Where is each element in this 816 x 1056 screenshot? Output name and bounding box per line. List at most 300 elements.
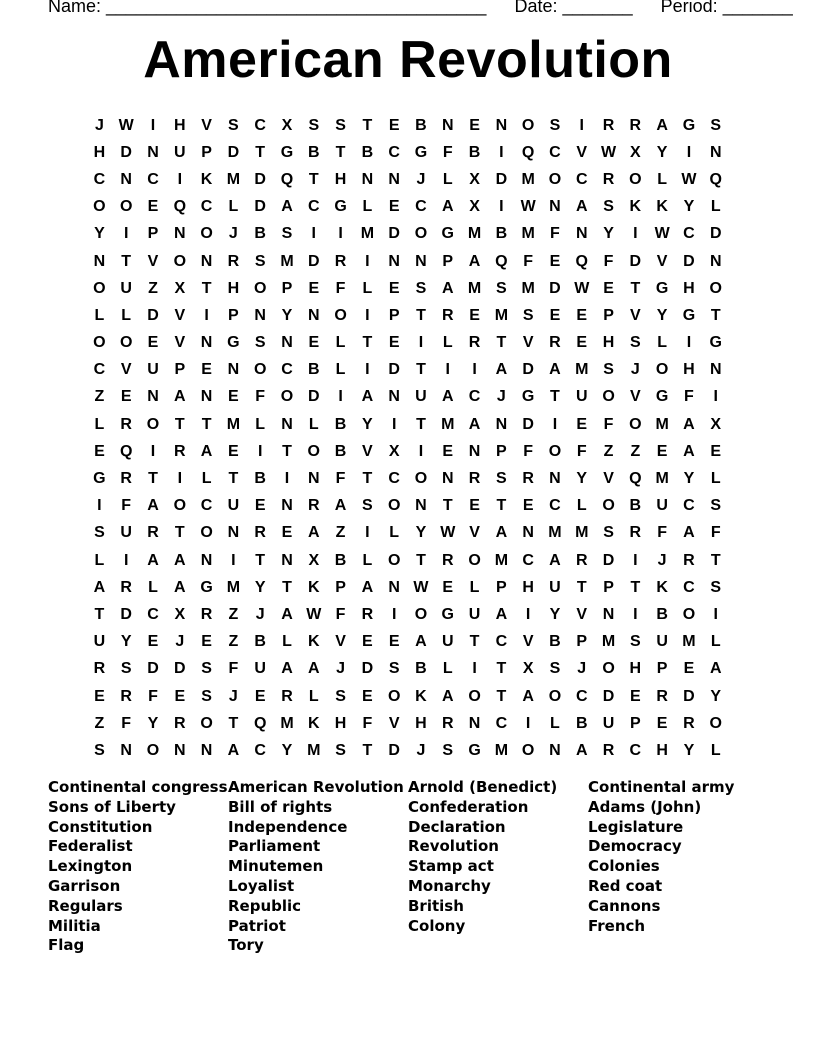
grid-letter[interactable]: P (603, 306, 614, 324)
grid-letter[interactable]: F (550, 225, 560, 243)
grid-letter[interactable]: Q (119, 442, 133, 460)
grid-letter[interactable]: E (630, 687, 641, 705)
grid-letter[interactable]: V (630, 388, 641, 406)
grid-letter[interactable]: J (228, 225, 238, 243)
grid-letter[interactable]: E (710, 442, 722, 460)
grid-letter[interactable]: J (657, 551, 667, 569)
grid-letter[interactable]: L (308, 687, 319, 705)
grid-letter[interactable]: E (442, 442, 454, 460)
grid-letter[interactable]: J (175, 633, 185, 651)
grid-letter[interactable]: Z (228, 633, 239, 651)
grid-letter[interactable]: V (120, 361, 132, 379)
grid-letter[interactable]: S (94, 741, 105, 759)
grid-letter[interactable]: S (496, 470, 507, 488)
grid-letter[interactable]: M (494, 551, 509, 569)
grid-letter[interactable]: E (201, 633, 212, 651)
grid-letter[interactable]: D (388, 741, 400, 759)
grid-letter[interactable]: M (360, 225, 375, 243)
grid-letter[interactable]: D (495, 170, 508, 188)
grid-letter[interactable]: A (174, 388, 186, 406)
grid-letter[interactable]: C (415, 198, 427, 216)
grid-letter[interactable]: V (522, 334, 534, 352)
grid-letter[interactable]: L (657, 334, 668, 352)
grid-letter[interactable]: L (442, 660, 453, 678)
grid-letter[interactable]: T (496, 660, 507, 678)
grid-letter[interactable]: B (495, 225, 508, 243)
grid-letter[interactable]: E (549, 306, 561, 324)
grid-letter[interactable]: C (93, 361, 106, 379)
grid-letter[interactable]: A (415, 633, 427, 651)
grid-letter[interactable]: A (147, 497, 159, 515)
grid-letter[interactable]: N (227, 524, 240, 542)
grid-letter[interactable]: P (335, 578, 346, 596)
grid-letter[interactable]: E (388, 116, 400, 134)
grid-letter[interactable]: S (362, 497, 373, 515)
grid-letter[interactable]: L (469, 578, 480, 596)
grid-letter[interactable]: O (387, 551, 401, 569)
grid-letter[interactable]: I (150, 116, 156, 134)
grid-letter[interactable]: Q (173, 198, 187, 216)
grid-letter[interactable]: P (388, 306, 400, 324)
grid-letter[interactable]: N (575, 225, 588, 243)
grid-letter[interactable]: L (255, 415, 266, 433)
grid-letter[interactable]: R (441, 551, 454, 569)
grid-letter[interactable]: D (549, 279, 561, 297)
grid-letter[interactable]: D (307, 388, 320, 406)
grid-letter[interactable]: P (228, 306, 239, 324)
grid-letter[interactable]: D (254, 198, 266, 216)
grid-letter[interactable]: A (334, 497, 347, 515)
grid-letter[interactable]: F (148, 687, 158, 705)
grid-letter[interactable]: X (281, 116, 293, 134)
grid-letter[interactable]: O (521, 116, 535, 134)
grid-letter[interactable]: N (307, 306, 320, 324)
grid-letter[interactable]: N (415, 252, 427, 270)
grid-letter[interactable]: E (281, 524, 293, 542)
grid-letter[interactable]: K (307, 633, 320, 651)
grid-letter[interactable]: E (308, 279, 320, 297)
grid-letter[interactable]: A (441, 279, 454, 297)
grid-letter[interactable]: F (523, 442, 534, 460)
grid-letter[interactable]: N (174, 225, 186, 243)
grid-letter[interactable]: E (576, 306, 588, 324)
grid-letter[interactable]: T (255, 143, 266, 161)
grid-letter[interactable]: C (575, 687, 588, 705)
grid-letter[interactable]: D (174, 660, 186, 678)
grid-letter[interactable]: M (467, 225, 482, 243)
grid-letter[interactable]: B (415, 116, 427, 134)
grid-letter[interactable]: L (94, 551, 105, 569)
grid-letter[interactable]: O (280, 388, 294, 406)
grid-letter[interactable]: I (686, 334, 692, 352)
name-blank[interactable]: ______________________________________ (106, 0, 487, 16)
grid-letter[interactable]: T (630, 578, 641, 596)
grid-letter[interactable]: I (338, 225, 343, 243)
grid-letter[interactable]: A (200, 442, 213, 460)
grid-letter[interactable]: E (388, 334, 400, 352)
grid-letter[interactable]: U (468, 605, 481, 623)
grid-letter[interactable]: J (577, 660, 587, 678)
grid-letter[interactable]: Y (656, 143, 668, 161)
grid-letter[interactable]: L (148, 578, 158, 596)
grid-letter[interactable]: R (468, 470, 481, 488)
grid-letter[interactable]: G (441, 225, 454, 243)
grid-letter[interactable]: B (334, 415, 347, 433)
grid-letter[interactable]: M (494, 741, 509, 759)
grid-letter[interactable]: R (683, 714, 695, 732)
grid-letter[interactable]: O (468, 551, 481, 569)
grid-letter[interactable]: D (307, 252, 320, 270)
grid-letter[interactable]: X (174, 279, 186, 297)
grid-letter[interactable]: E (442, 578, 454, 596)
grid-letter[interactable]: I (365, 361, 370, 379)
grid-letter[interactable]: A (174, 578, 186, 596)
grid-letter[interactable]: V (388, 714, 400, 732)
grid-letter[interactable]: U (254, 660, 266, 678)
grid-letter[interactable]: R (629, 524, 642, 542)
grid-letter[interactable]: A (575, 741, 588, 759)
grid-letter[interactable]: T (174, 415, 185, 433)
grid-letter[interactable]: K (629, 198, 642, 216)
grid-letter[interactable]: N (441, 470, 454, 488)
grid-letter[interactable]: R (120, 578, 132, 596)
grid-letter[interactable]: O (602, 497, 615, 515)
grid-letter[interactable]: U (549, 578, 561, 596)
grid-letter[interactable]: P (174, 361, 186, 379)
grid-letter[interactable]: U (227, 497, 240, 515)
grid-letter[interactable]: D (120, 605, 132, 623)
grid-letter[interactable]: T (416, 306, 426, 324)
grid-letter[interactable]: L (576, 497, 587, 515)
grid-letter[interactable]: G (682, 116, 696, 134)
grid-letter[interactable]: E (228, 442, 239, 460)
grid-letter[interactable]: N (120, 741, 132, 759)
grid-letter[interactable]: Y (683, 741, 695, 759)
grid-letter[interactable]: H (227, 279, 240, 297)
grid-letter[interactable]: C (254, 741, 266, 759)
grid-letter[interactable]: X (174, 605, 186, 623)
grid-letter[interactable]: S (254, 252, 266, 270)
grid-letter[interactable]: G (93, 470, 106, 488)
grid-letter[interactable]: S (549, 116, 561, 134)
grid-letter[interactable]: I (713, 605, 718, 623)
grid-letter[interactable]: F (121, 497, 132, 515)
grid-letter[interactable]: E (388, 198, 400, 216)
grid-letter[interactable]: P (281, 279, 293, 297)
grid-letter[interactable]: P (496, 442, 507, 460)
grid-letter[interactable]: N (227, 361, 240, 379)
grid-letter[interactable]: Y (415, 524, 427, 542)
grid-letter[interactable]: A (307, 524, 320, 542)
grid-letter[interactable]: T (550, 388, 560, 406)
grid-letter[interactable]: E (147, 334, 159, 352)
grid-letter[interactable]: G (280, 143, 294, 161)
grid-letter[interactable]: L (389, 524, 400, 542)
grid-letter[interactable]: M (226, 578, 241, 596)
grid-letter[interactable]: C (683, 225, 695, 243)
grid-letter[interactable]: R (683, 551, 695, 569)
grid-letter[interactable]: D (522, 415, 534, 433)
grid-letter[interactable]: I (418, 442, 424, 460)
grid-letter[interactable]: M (521, 279, 535, 297)
grid-letter[interactable]: F (523, 252, 534, 270)
grid-letter[interactable]: S (549, 660, 561, 678)
grid-letter[interactable]: Q (629, 470, 642, 488)
grid-letter[interactable]: H (334, 170, 347, 188)
grid-letter[interactable]: N (147, 388, 159, 406)
grid-letter[interactable]: C (388, 143, 400, 161)
grid-letter[interactable]: S (630, 334, 641, 352)
grid-letter[interactable]: R (147, 524, 159, 542)
grid-letter[interactable]: Y (576, 470, 588, 488)
grid-letter[interactable]: I (123, 551, 129, 569)
grid-letter[interactable]: T (228, 714, 239, 732)
grid-letter[interactable]: N (200, 252, 213, 270)
grid-letter[interactable]: L (282, 633, 292, 651)
grid-letter[interactable]: C (307, 198, 320, 216)
grid-letter[interactable]: A (441, 388, 454, 406)
grid-letter[interactable]: V (522, 633, 534, 651)
grid-letter[interactable]: L (362, 551, 373, 569)
grid-letter[interactable]: X (388, 442, 400, 460)
grid-letter[interactable]: D (388, 361, 400, 379)
grid-letter[interactable]: H (683, 279, 695, 297)
period-blank[interactable]: _______ (722, 0, 793, 16)
grid-letter[interactable]: N (281, 497, 293, 515)
grid-letter[interactable]: S (335, 687, 346, 705)
grid-letter[interactable]: Q (253, 714, 267, 732)
grid-letter[interactable]: I (97, 497, 102, 515)
grid-letter[interactable]: T (174, 524, 185, 542)
grid-letter[interactable]: G (682, 306, 696, 324)
grid-letter[interactable]: I (338, 388, 343, 406)
grid-letter[interactable]: L (94, 415, 105, 433)
grid-letter[interactable]: F (442, 143, 453, 161)
grid-letter[interactable]: N (361, 170, 374, 188)
grid-letter[interactable]: B (334, 442, 347, 460)
grid-letter[interactable]: C (93, 170, 106, 188)
grid-letter[interactable]: M (682, 633, 696, 651)
grid-letter[interactable]: O (200, 225, 213, 243)
grid-letter[interactable]: J (228, 687, 238, 705)
grid-letter[interactable]: H (334, 714, 347, 732)
grid-letter[interactable]: I (365, 306, 370, 324)
grid-letter[interactable]: G (521, 388, 535, 406)
grid-letter[interactable]: A (575, 198, 588, 216)
grid-letter[interactable]: I (365, 524, 370, 542)
grid-letter[interactable]: P (147, 225, 159, 243)
grid-letter[interactable]: E (120, 388, 132, 406)
grid-letter[interactable]: V (174, 334, 186, 352)
grid-letter[interactable]: C (522, 551, 534, 569)
grid-letter[interactable]: T (416, 361, 426, 379)
grid-letter[interactable]: L (362, 279, 373, 297)
grid-letter[interactable]: N (549, 741, 561, 759)
grid-letter[interactable]: S (201, 660, 212, 678)
grid-letter[interactable]: N (602, 605, 615, 623)
grid-letter[interactable]: S (496, 279, 507, 297)
grid-letter[interactable]: A (441, 198, 454, 216)
grid-letter[interactable]: E (576, 415, 588, 433)
grid-letter[interactable]: N (709, 252, 722, 270)
grid-letter[interactable]: V (630, 306, 641, 324)
grid-letter[interactable]: A (656, 116, 668, 134)
grid-letter[interactable]: K (415, 687, 427, 705)
grid-letter[interactable]: M (441, 415, 455, 433)
grid-letter[interactable]: E (469, 306, 480, 324)
grid-letter[interactable]: L (710, 470, 721, 488)
grid-letter[interactable]: D (683, 687, 695, 705)
grid-letter[interactable]: N (281, 551, 293, 569)
grid-letter[interactable]: C (147, 170, 159, 188)
grid-letter[interactable]: Y (656, 306, 668, 324)
grid-letter[interactable]: P (496, 578, 507, 596)
grid-letter[interactable]: O (682, 605, 696, 623)
grid-letter[interactable]: O (200, 524, 213, 542)
grid-letter[interactable]: H (602, 334, 615, 352)
grid-letter[interactable]: C (549, 143, 561, 161)
grid-letter[interactable]: N (468, 442, 481, 460)
grid-letter[interactable]: S (603, 361, 614, 379)
grid-letter[interactable]: Y (710, 687, 722, 705)
grid-letter[interactable]: M (655, 470, 669, 488)
grid-letter[interactable]: R (522, 470, 534, 488)
grid-letter[interactable]: Z (603, 442, 614, 460)
grid-letter[interactable]: H (415, 714, 427, 732)
grid-letter[interactable]: N (254, 306, 266, 324)
grid-letter[interactable]: U (602, 714, 615, 732)
grid-letter[interactable]: R (174, 442, 186, 460)
grid-letter[interactable]: Q (709, 170, 722, 188)
grid-letter[interactable]: W (306, 605, 322, 623)
grid-letter[interactable]: U (441, 633, 454, 651)
grid-letter[interactable]: M (575, 524, 589, 542)
grid-letter[interactable]: I (686, 143, 692, 161)
grid-letter[interactable]: D (361, 660, 374, 678)
grid-letter[interactable]: O (173, 252, 187, 270)
grid-letter[interactable]: N (709, 143, 722, 161)
grid-letter[interactable]: B (415, 660, 427, 678)
grid-letter[interactable]: C (549, 497, 561, 515)
grid-letter[interactable]: S (388, 660, 400, 678)
grid-letter[interactable]: R (307, 497, 320, 515)
grid-letter[interactable]: S (710, 116, 722, 134)
grid-letter[interactable]: A (147, 551, 159, 569)
grid-letter[interactable]: W (574, 279, 590, 297)
grid-letter[interactable]: O (602, 660, 615, 678)
grid-letter[interactable]: G (709, 334, 722, 352)
grid-letter[interactable]: V (147, 252, 159, 270)
grid-letter[interactable]: M (494, 306, 509, 324)
grid-letter[interactable]: V (201, 116, 212, 134)
grid-letter[interactable]: U (415, 388, 427, 406)
grid-letter[interactable]: F (335, 605, 346, 623)
grid-letter[interactable]: E (388, 633, 400, 651)
grid-letter[interactable]: R (174, 714, 186, 732)
grid-letter[interactable]: S (308, 116, 320, 134)
grid-letter[interactable]: U (575, 388, 588, 406)
grid-letter[interactable]: T (630, 279, 641, 297)
grid-letter[interactable]: F (710, 524, 721, 542)
grid-letter[interactable]: O (414, 605, 428, 623)
grid-letter[interactable]: F (603, 252, 614, 270)
grid-letter[interactable]: I (150, 442, 156, 460)
grid-letter[interactable]: I (204, 306, 209, 324)
grid-letter[interactable]: A (683, 524, 695, 542)
grid-letter[interactable]: A (683, 415, 695, 433)
grid-letter[interactable]: B (629, 497, 642, 515)
grid-letter[interactable]: T (710, 306, 721, 324)
grid-letter[interactable]: J (496, 388, 506, 406)
grid-letter[interactable]: R (334, 252, 347, 270)
grid-letter[interactable]: R (441, 714, 454, 732)
grid-letter[interactable]: Z (94, 388, 105, 406)
grid-letter[interactable]: R (93, 660, 106, 678)
grid-letter[interactable]: Y (281, 306, 293, 324)
grid-letter[interactable]: C (495, 633, 508, 651)
grid-letter[interactable]: R (575, 551, 588, 569)
grid-letter[interactable]: S (94, 524, 105, 542)
grid-letter[interactable]: N (495, 415, 508, 433)
grid-letter[interactable]: O (548, 170, 562, 188)
grid-letter[interactable]: G (655, 279, 669, 297)
grid-letter[interactable]: I (418, 334, 424, 352)
grid-letter[interactable]: C (683, 578, 695, 596)
grid-letter[interactable]: O (146, 741, 160, 759)
grid-letter[interactable]: O (119, 334, 133, 352)
grid-letter[interactable]: K (656, 578, 668, 596)
grid-letter[interactable]: A (361, 578, 374, 596)
grid-letter[interactable]: S (228, 116, 239, 134)
grid-letter[interactable]: V (335, 633, 346, 651)
grid-letter[interactable]: U (147, 361, 159, 379)
grid-letter[interactable]: C (200, 497, 213, 515)
grid-letter[interactable]: N (200, 741, 213, 759)
grid-letter[interactable]: C (147, 605, 159, 623)
grid-letter[interactable]: L (335, 361, 346, 379)
grid-letter[interactable]: U (656, 633, 668, 651)
grid-letter[interactable]: W (681, 170, 697, 188)
grid-letter[interactable]: E (94, 687, 105, 705)
grid-letter[interactable]: G (468, 741, 481, 759)
grid-letter[interactable]: E (254, 687, 266, 705)
grid-letter[interactable]: D (522, 361, 534, 379)
grid-letter[interactable]: M (521, 170, 535, 188)
grid-letter[interactable]: A (495, 361, 508, 379)
grid-letter[interactable]: N (549, 198, 561, 216)
grid-letter[interactable]: U (174, 143, 186, 161)
grid-letter[interactable]: J (416, 170, 426, 188)
grid-letter[interactable]: O (602, 388, 615, 406)
grid-letter[interactable]: B (468, 143, 481, 161)
grid-letter[interactable]: G (200, 578, 213, 596)
grid-letter[interactable]: S (335, 741, 346, 759)
grid-letter[interactable]: O (307, 442, 320, 460)
grid-letter[interactable]: B (549, 633, 561, 651)
grid-letter[interactable]: C (468, 388, 481, 406)
grid-letter[interactable]: E (174, 687, 186, 705)
grid-letter[interactable]: J (416, 741, 426, 759)
grid-letter[interactable]: D (709, 225, 722, 243)
grid-letter[interactable]: E (362, 687, 373, 705)
grid-letter[interactable]: U (656, 497, 668, 515)
grid-letter[interactable]: A (281, 198, 293, 216)
grid-letter[interactable]: D (602, 687, 615, 705)
grid-letter[interactable]: L (308, 415, 319, 433)
grid-letter[interactable]: O (548, 442, 562, 460)
grid-letter[interactable]: N (388, 252, 400, 270)
grid-letter[interactable]: L (228, 198, 239, 216)
